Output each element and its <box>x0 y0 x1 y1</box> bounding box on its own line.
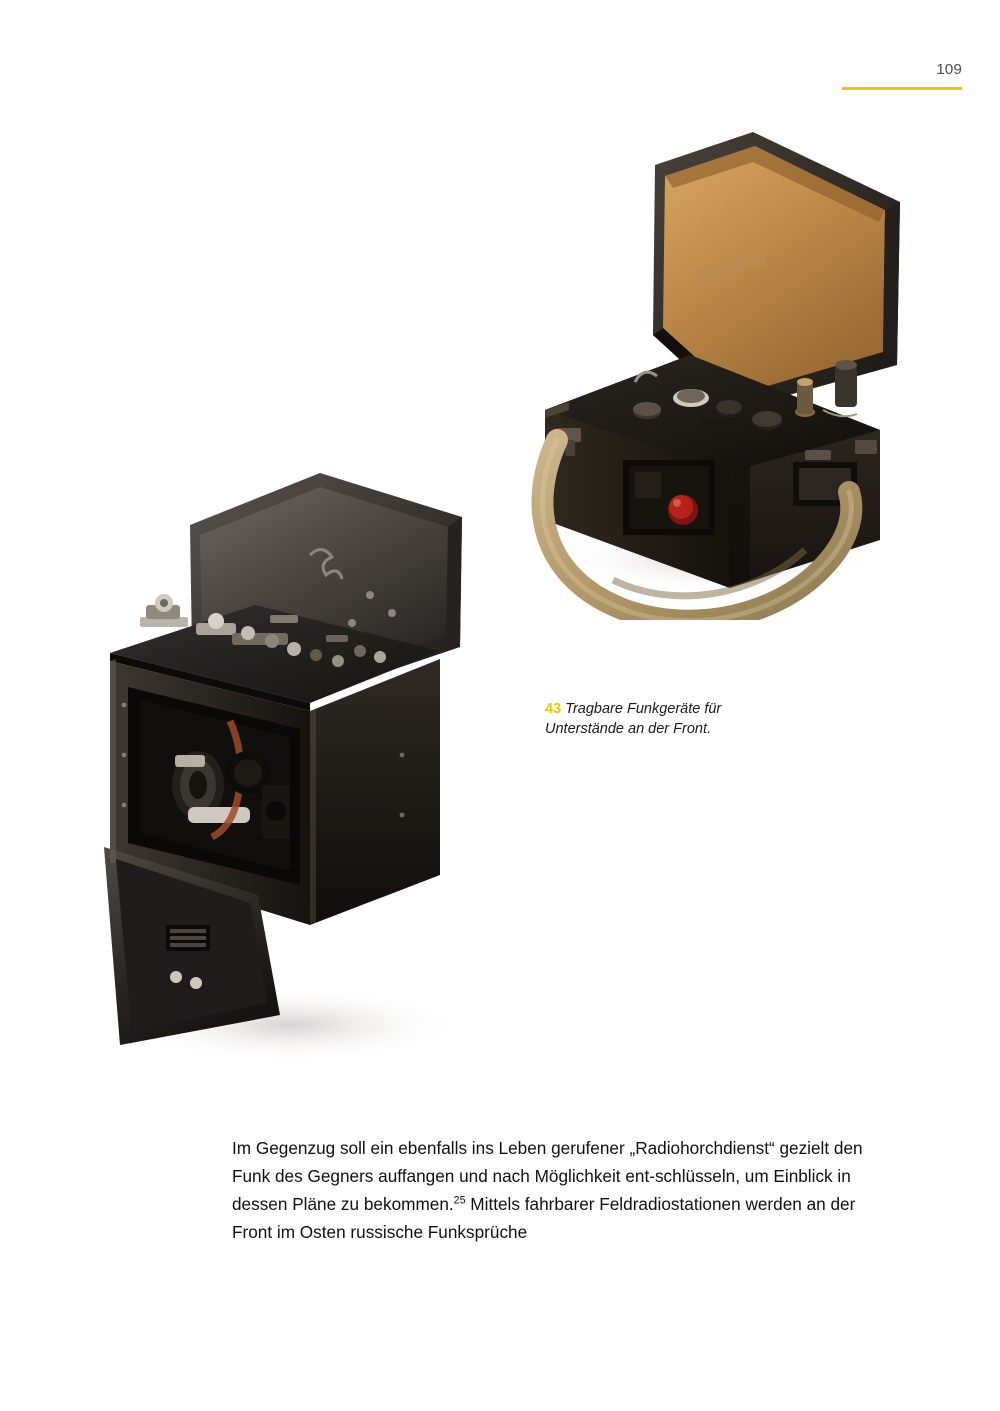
caption-text: Tragbare Funkgeräte für Unterstände an der Front. <box>545 701 722 737</box>
header-rule <box>842 87 962 90</box>
caption-number: 43 <box>545 701 562 717</box>
body-paragraph <box>232 1135 892 1246</box>
page-header <box>842 62 962 90</box>
figure-caption <box>545 700 765 739</box>
figure-portable-radio-front-open <box>80 455 500 1075</box>
page-number: 109 <box>936 61 962 78</box>
paragraph-main: Im Gegenzug soll ein ebenfalls ins Leben gerufener „Radiohorchdienst“ gezielt den Funk des Gegners auffangen und nach Möglichkeit ent-schlüsseln, um Einblick in dessen Pläne zu bekommen.$^{25}$ Mittels fahrbarer Feldradiostationen werden an der Front im Osten russische Funksprüche <box>232 1138 863 1242</box>
figure-portable-radio-open-case <box>505 110 920 620</box>
